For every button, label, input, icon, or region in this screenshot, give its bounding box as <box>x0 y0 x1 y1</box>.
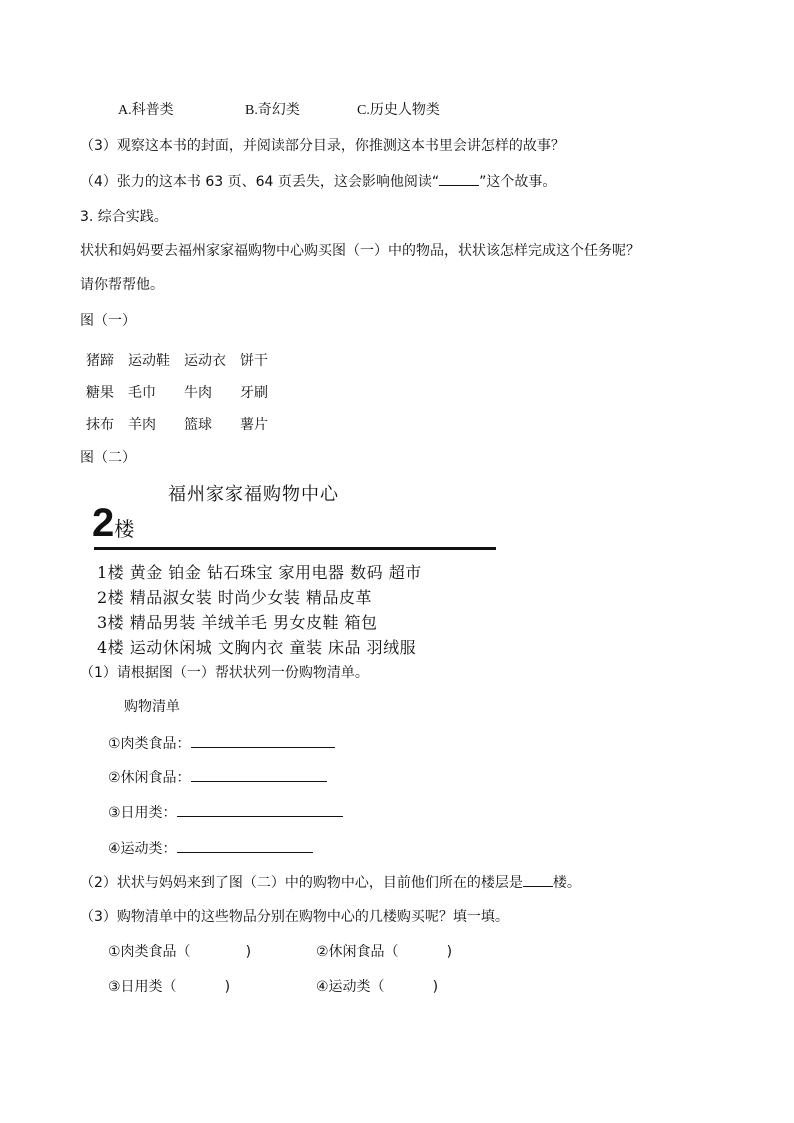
figure-1-item: 羊肉 <box>128 417 156 433</box>
part-2-blank[interactable] <box>523 872 553 887</box>
part-3-fill-sports <box>316 976 438 996</box>
part-3-fill-meat <box>108 941 251 961</box>
question-4-prefix: （4）张力的这本书 63 页、64 页丢失，这会影响他阅读“ <box>80 174 440 190</box>
option-c-text: 历史人物类 <box>369 102 440 118</box>
shopping-list-title: 购物清单 <box>124 699 180 715</box>
part-1-question: （1）请根据图（一）帮状状列一份购物清单。 <box>80 665 369 681</box>
directory-floor-3: 3楼 精品男装 羊绒羊毛 男女皮鞋 箱包 <box>97 613 378 632</box>
part-2-prefix: （2）状状与妈妈来到了图（二）中的购物中心，目前他们所在的楼层是 <box>80 875 523 891</box>
figure-1-item: 牙刷 <box>240 385 268 401</box>
shopping-list-item-label: ①肉类食品： <box>108 736 191 752</box>
shopping-list-item-daily <box>108 802 343 822</box>
question-4-suffix: ”这个故事。 <box>479 174 557 190</box>
directory-floor-1: 1楼 黄金 铂金 钻石珠宝 家用电器 数码 超市 <box>97 563 422 582</box>
section-3-title: 3. 综合实践。 <box>80 209 168 225</box>
current-floor-suffix: 楼 <box>114 517 135 541</box>
shopping-list-item-snacks <box>108 767 327 787</box>
section-3-intro-line2: 请你帮帮他。 <box>80 277 164 293</box>
figure-1-item: 猪蹄 <box>86 353 114 369</box>
option-a-text: 科普类 <box>131 102 174 118</box>
option-a-letter: A. <box>118 103 132 118</box>
figure-2-label: 图（二） <box>80 450 136 466</box>
part-3-fill-label: ④运动类（ <box>316 979 385 995</box>
figure-1-item: 牛肉 <box>184 385 212 401</box>
part-3-fill-label: ②休闲食品（ <box>316 944 399 960</box>
part-3-question: （3）购物清单中的这些物品分别在购物中心的几楼购买呢？填一填。 <box>80 909 509 925</box>
figure-1-item: 糖果 <box>86 385 114 401</box>
shopping-list-item-label: ③日用类： <box>108 805 177 821</box>
figure-1-item: 运动鞋 <box>128 353 170 369</box>
shopping-list-item-meat <box>108 733 335 753</box>
option-b-text: 奇幻类 <box>257 102 300 118</box>
figure-1-item: 饼干 <box>240 353 268 369</box>
section-3-intro-line1: 状状和妈妈要去福州家家福购物中心购买图（一）中的物品，状状该怎样完成这个任务呢？ <box>80 243 640 259</box>
figure-1-item: 篮球 <box>184 417 212 433</box>
option-b <box>245 99 300 119</box>
figure-1-item: 薯片 <box>240 417 268 433</box>
part-3-fill-daily <box>108 976 230 996</box>
part-3-fill-close: ) <box>446 944 453 960</box>
current-floor-sign <box>92 503 134 543</box>
question-4 <box>80 171 556 191</box>
figure-1-item: 运动衣 <box>184 353 226 369</box>
part-3-fill-close: ) <box>224 979 231 995</box>
question-4-blank[interactable] <box>439 171 479 186</box>
part-3-fill-snacks <box>316 941 452 961</box>
shopping-list-blank[interactable] <box>177 802 343 817</box>
directory-floor-4: 4楼 运动休闲城 文胸内衣 童装 床品 羽绒服 <box>97 638 417 657</box>
question-3: （3）观察这本书的封面，并阅读部分目录，你推测这本书里会讲怎样的故事？ <box>80 138 565 154</box>
part-3-fill-label: ①肉类食品（ <box>108 944 191 960</box>
floor-sign-rule <box>94 547 496 550</box>
shopping-list-blank[interactable] <box>191 733 335 748</box>
shopping-list-item-label: ④运动类： <box>108 841 177 857</box>
part-2-suffix: 楼。 <box>552 875 581 891</box>
shopping-list-blank[interactable] <box>191 767 327 782</box>
part-2-question <box>80 872 581 892</box>
current-floor-number: 2 <box>92 501 115 545</box>
option-c <box>357 99 440 119</box>
option-b-letter: B. <box>245 103 258 118</box>
mall-title: 福州家家福购物中心 <box>168 484 339 505</box>
figure-1-label: 图（一） <box>80 313 136 329</box>
figure-1-item: 毛巾 <box>128 385 156 401</box>
shopping-list-item-label: ②休闲食品： <box>108 770 191 786</box>
shopping-list-item-sports <box>108 838 313 858</box>
shopping-list-blank[interactable] <box>177 838 313 853</box>
option-c-letter: C. <box>357 103 370 118</box>
part-3-fill-label: ③日用类（ <box>108 979 177 995</box>
option-a <box>118 99 174 119</box>
directory-floor-2: 2楼 精品淑女装 时尚少女装 精品皮革 <box>97 588 372 607</box>
figure-1-item: 抹布 <box>86 417 114 433</box>
part-3-fill-close: ) <box>245 944 252 960</box>
part-3-fill-close: ) <box>432 979 439 995</box>
